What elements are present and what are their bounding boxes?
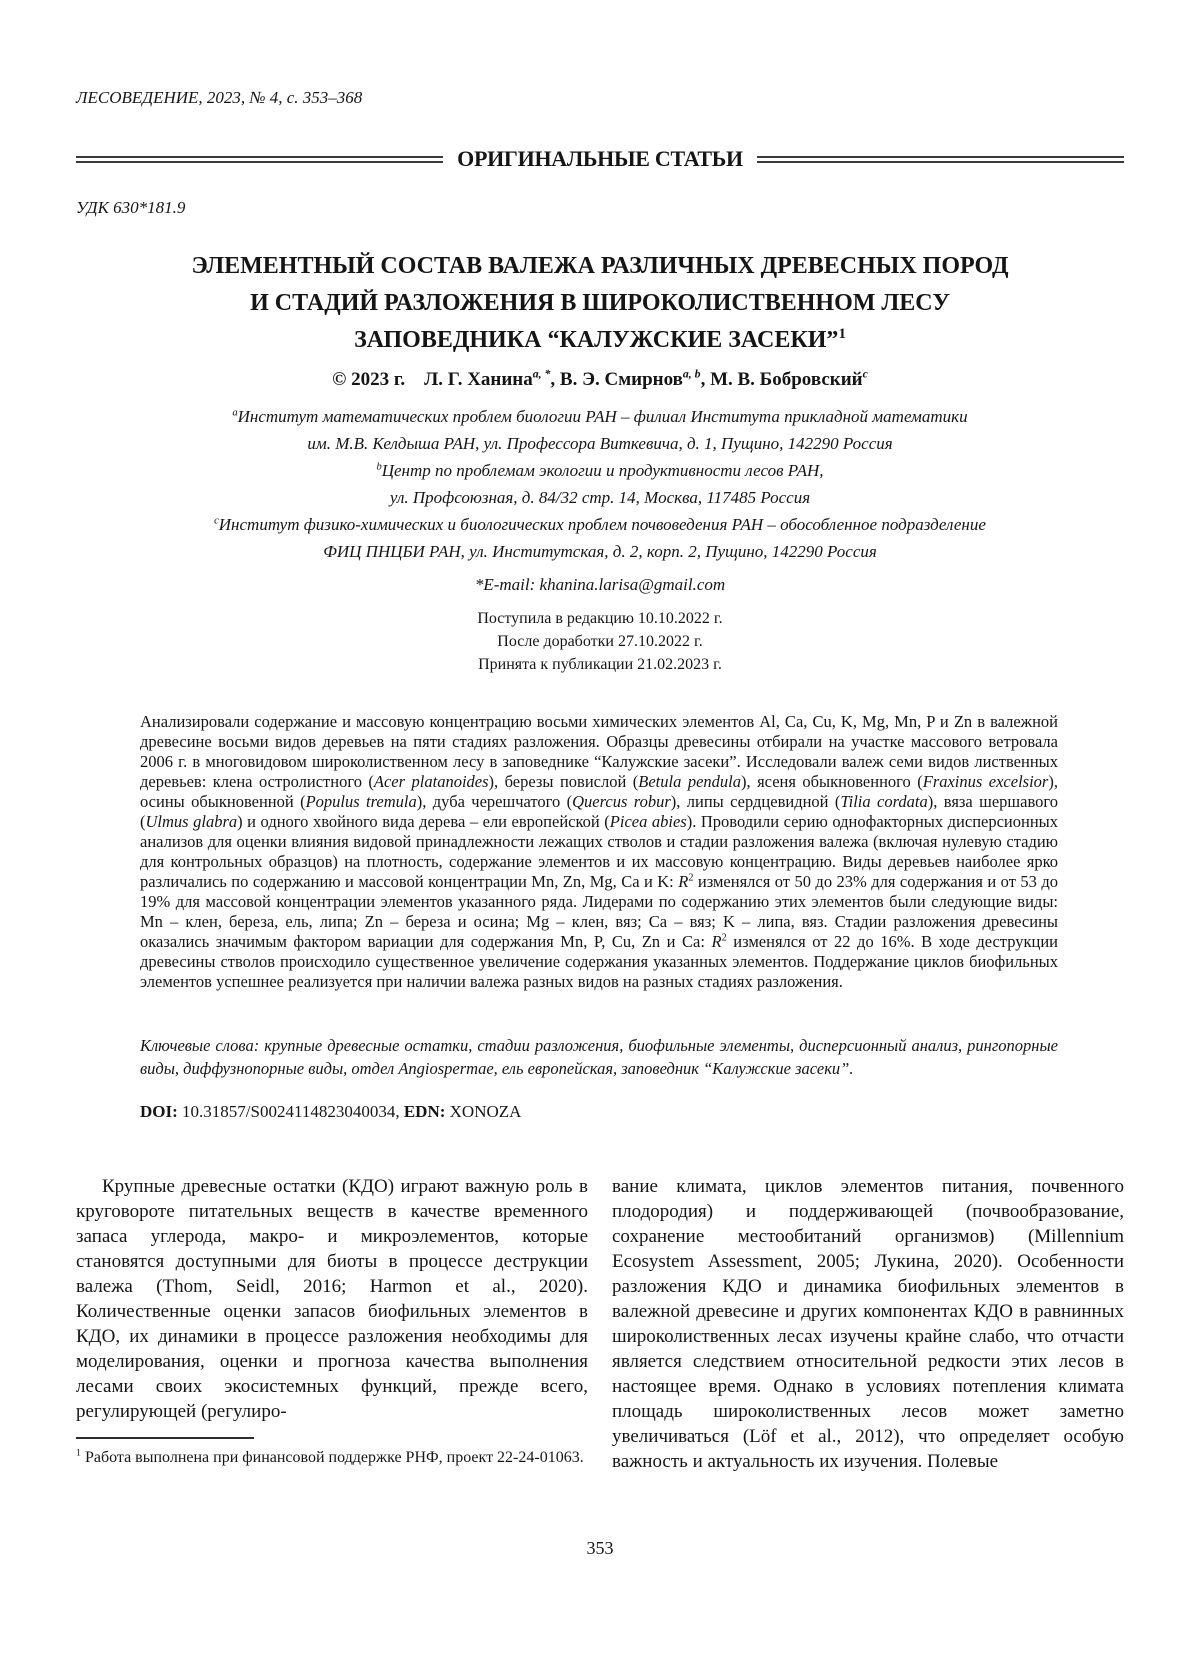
affiliation-b-line2: ул. Профсоюзная, д. 84/32 стр. 14, Москва, 117485 Россия — [389, 488, 811, 507]
affiliation-c — [76, 511, 1124, 565]
body-columns — [76, 1174, 1124, 1474]
revised-date: После доработки 27.10.2022 г. — [497, 633, 703, 650]
affiliations-block — [76, 403, 1124, 565]
udc-label: УДК 630*181.9 — [76, 198, 186, 217]
footnote — [76, 1446, 588, 1470]
affiliation-c-line1: Институт физико-химических и биологических проблем почвоведения РАН – обособленное подразделение — [218, 515, 986, 534]
affiliation-a-line1: Институт математических проблем биологии РАН – филиал Института прикладной математики — [237, 407, 968, 426]
title-line-3: ЗАПОВЕДНИКА “КАЛУЖСКИЕ ЗАСЕКИ” — [354, 327, 839, 353]
dates-block — [76, 607, 1124, 676]
doi-line: DOI: 10.31857/S0024114823040034, EDN: XONOZA — [140, 1102, 522, 1121]
title-line-3-wrap — [76, 322, 1124, 359]
section-banner — [76, 146, 1124, 172]
journal-header-line: ЛЕСОВЕДЕНИЕ, 2023, № 4, с. 353–368 — [76, 88, 363, 107]
authors-line: © 2023 г. Л. Г. Ханина$^{a, *}$, В. Э. Смирнов$^{a, b}$, М. В. Бобровский$^c$ — [332, 367, 868, 390]
affiliation-b-mark: b — [376, 461, 382, 473]
affiliation-b — [76, 457, 1124, 511]
page-number: 353 — [586, 1538, 614, 1558]
right-column-paragraph: вание климата, циклов элементов питания, почвенного плодородия) и поддерживающей (почвообразование, сохранение местообитаний организмов) (Millennium Ecosystem Assessment, 2005; Лукина, 2020). Особенности разложения КДО и динамика биофильных элементов в валежной древесине и других компонентах КДО в равнинных широколиственных лесах изучены крайне слабо, что отчасти является следствием относительной редкости этих лесов в настоящее время. Однако в условиях потепления климата площадь широколиственных лесов может заметно увеличиваться (Löf et al., 2012), что определяет особую важность и актуальность их изучения. Полевые — [612, 1176, 1124, 1472]
keywords-text: Ключевые слова: крупные древесные остатки, стадии разложения, биофильные элементы, дисперсионный анализ, рингопорные виды, диффузнопорные виды, отдел Angiospermae, ель европейская, заповедник “Калужские засеки”. — [140, 1036, 1058, 1078]
received-date: Поступила в редакцию 10.10.2022 г. — [477, 610, 723, 627]
accepted-date: Принята к публикации 21.02.2023 г. — [478, 656, 722, 673]
section-banner-label: ОРИГИНАЛЬНЫЕ СТАТЬИ — [457, 146, 743, 171]
body-right-column — [612, 1174, 1124, 1474]
left-column-paragraph: Крупные древесные остатки (КДО) играют важную роль в круговороте питательных веществ в качестве временного запаса углерода, макро- и микроэлементов, которые становятся доступными для биоты в процессе деструкции валежа (Thom, Seidl, 2016; Harmon et al., 2020). Количественные оценки запасов биофильных элементов в КДО, их динамики в процессе разложения необходимы для моделирования, оценки и прогноза качества выполнения лесами своих экосистемных функций, прежде всего, регулирующей (регулиро- — [76, 1176, 588, 1422]
footnote-mark: 1 — [76, 1447, 81, 1459]
banner-rule-left — [76, 156, 443, 163]
affiliation-c-mark: c — [214, 515, 219, 527]
article-title — [76, 248, 1124, 359]
title-footnote-mark: 1 — [838, 326, 846, 342]
affiliation-a-mark: a — [232, 407, 238, 419]
affiliation-b-line1: Центр по проблемам экологии и продуктивности лесов РАН, — [381, 461, 824, 480]
footnote-text: Работа выполнена при финансовой поддержке РНФ, проект 22-24-01063. — [80, 1449, 584, 1466]
title-line-1: ЭЛЕМЕНТНЫЙ СОСТАВ ВАЛЕЖА РАЗЛИЧНЫХ ДРЕВЕСНЫХ ПОРОД — [191, 253, 1009, 279]
email-line: *E-mail: khanina.larisa@gmail.com — [474, 575, 726, 594]
abstract-text: Анализировали содержание и массовую концентрацию восьми химических элементов Al, Ca, Cu, K, Mg, Mn, P и Zn в валежной древесине восьми видов деревьев на пяти стадиях разложения. Образцы древесины отбирали на участке массового ветровала 2006 г. в многовидовом широколиственном лесу в заповеднике “Калужские засеки”. Исследовали валеж семи видов лиственных деревьев: клена остролистного (Acer platanoides), березы повислой (Betula pendula), ясеня обыкновенного (Fraxinus excelsior), осины обыкновенной (Populus tremula), дуба черешчатого (Quercus robur), липы сердцевидной (Tilia cordata), вяза шершавого (Ulmus glabra) и одного хвойного вида дерева – ели европейской (Picea abies). Проводили серию однофакторных дисперсионных анализов для оценки влияния видовой принадлежности лежащих стволов и стадии разложения валежа (включая нулевую стадию для контрольных образцов) на плотность, содержание элементов и их массовую концентрацию. Виды деревьев наиболее ярко различались по содержанию и массовой концентрации Mn, Zn, Mg, Ca и K: $R^2$ изменялся от 50 до 23% для содержания и от 53 до 19% для массовой концентрации элементов указанного ряда. Лидерами по содержанию этих элементов были следующие виды: Mn – клен, береза, ель, липа; Zn – береза и осина; Mg – клен, вяз; Ca – вяз; K – липа, вяз. Стадии разложения древесины оказались значимым фактором вариации для содержания Mn, P, Cu, Zn и Ca: $R^2$ изменялся от 22 до 16%. В ходе деструкции древесины стволов происходило существенное увеличение содержания указанных элементов. Поддержание циклов биофильных элементов успешнее реализуется при наличии валежа разных видов на разных стадиях разложения. — [140, 712, 1059, 991]
affiliation-a-line2: им. М.В. Келдыша РАН, ул. Профессора Виткевича, д. 1, Пущино, 142290 Россия — [307, 434, 893, 453]
affiliation-a — [76, 403, 1124, 457]
footnote-rule — [76, 1437, 254, 1439]
body-left-column — [76, 1174, 588, 1474]
title-line-2: И СТАДИЙ РАЗЛОЖЕНИЯ В ШИРОКОЛИСТВЕННОМ ЛЕСУ — [250, 290, 950, 316]
banner-rule-right — [757, 156, 1124, 163]
affiliation-c-line2: ФИЦ ПНЦБИ РАН, ул. Институтская, д. 2, корп. 2, Пущино, 142290 Россия — [323, 542, 877, 561]
